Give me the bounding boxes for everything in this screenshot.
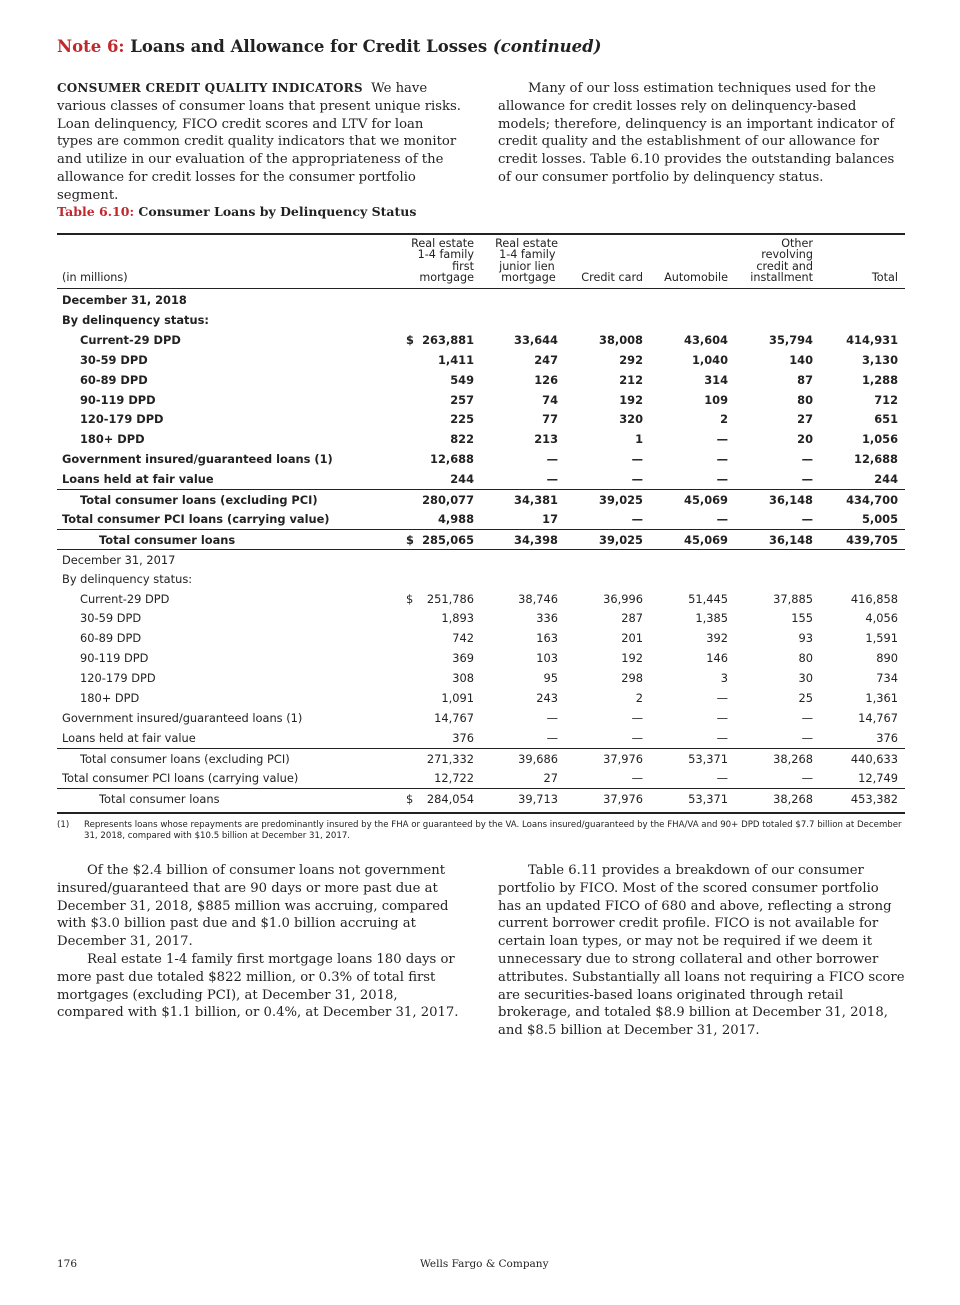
column-header-credit-card: Credit card (581, 271, 643, 284)
table-row (57, 330, 905, 350)
table-caption-title: Consumer Loans by Delinquency Status (138, 204, 417, 219)
cell-value: 33,644 (514, 332, 558, 347)
cell-value: — (631, 770, 643, 785)
cell-value: 1,091 (441, 691, 474, 705)
cell-value: — (546, 710, 558, 725)
header-rule (57, 288, 905, 289)
row-label: By delinquency status: (62, 571, 193, 586)
cell-value: 308 (452, 671, 474, 686)
cell-value: 257 (450, 392, 474, 407)
cell-value: 37,976 (603, 751, 643, 766)
table-row (57, 728, 905, 748)
cell-value: — (716, 691, 728, 705)
cell-value: 453,382 (850, 791, 898, 806)
cell-value: 822 (450, 432, 474, 447)
body-left-paragraph-1: Of the $2.4 billion of consumer loans not government insured/guaranteed that are 90 days or more past due at December 31, 2018, $885 million was accruing, compared with $3.0 billion past due and $1.0 billion accruing at December 31, 2017. (57, 863, 449, 950)
cell-value: 34,381 (514, 493, 558, 507)
cell-value: 336 (536, 611, 558, 626)
cell-value: 1,893 (441, 611, 474, 626)
cell-value: 1,411 (437, 352, 474, 367)
cell-value: 25 (798, 691, 813, 705)
intro-left-column (57, 80, 462, 205)
cell-value: 146 (706, 651, 728, 666)
cell-value: 263,881 (422, 332, 474, 347)
table-row (57, 449, 905, 469)
cell-value: — (716, 472, 728, 487)
cell-value: 74 (542, 392, 558, 407)
cell-value: 284,054 (426, 791, 474, 806)
cell-value: 39,025 (599, 532, 643, 547)
table-row (57, 708, 905, 728)
intro-right-column (498, 80, 905, 187)
cell-value: 742 (452, 631, 474, 646)
column-header-other-revolving: Other revolving credit and installment (750, 237, 813, 285)
cell-value: 12,688 (854, 452, 898, 467)
cell-value: 712 (874, 392, 898, 407)
cell-value: 1 (635, 432, 643, 447)
cell-value: 12,722 (434, 770, 474, 785)
table-row (57, 688, 905, 708)
table-row (57, 409, 905, 429)
cell-value: 1,385 (695, 611, 728, 626)
cell-value: 434,700 (846, 493, 898, 507)
cell-value: 39,713 (518, 791, 558, 806)
units-label: (in millions) (62, 271, 128, 284)
cell-value: 163 (536, 631, 558, 646)
cell-value: 51,445 (688, 591, 728, 606)
cell-value: 439,705 (846, 532, 898, 547)
cell-value: — (631, 710, 643, 725)
table-row (57, 549, 905, 570)
cell-value: 53,371 (688, 791, 728, 806)
cell-value: 36,996 (603, 591, 643, 606)
row-label: Total consumer loans (excluding PCI) (80, 751, 290, 766)
cell-value: 30 (798, 671, 813, 686)
cell-value: 320 (619, 412, 643, 427)
cell-value: 213 (534, 432, 558, 447)
cell-value: 271,332 (426, 751, 474, 766)
cell-value: 77 (542, 412, 558, 427)
intro-left-paragraph (57, 80, 462, 205)
cell-value: 376 (452, 730, 474, 745)
cell-value: 225 (450, 412, 474, 427)
cell-value: 14,767 (858, 710, 898, 725)
table-row (57, 569, 905, 589)
body-right-column (498, 862, 905, 1040)
table-row (57, 608, 905, 628)
cell-value: 155 (791, 611, 813, 626)
cell-value: — (801, 770, 813, 785)
cell-value: 5,005 (861, 511, 898, 526)
cell-value: 27 (543, 770, 558, 785)
intro-right-text: Many of our loss estimation techniques used for the allowance for credit losses rely on delinquency-based models; therefore, delinquency is an important indicator of credit quality and the establishment of our allowance for credit losses. Table 6.10 provides the outstanding balances of our consumer portfolio by delinquency status. (498, 81, 895, 185)
cell-value: 80 (797, 392, 813, 407)
cell-value: 1,056 (861, 432, 898, 447)
cell-value: 292 (619, 352, 643, 367)
note-title-suffix: (continued) (492, 37, 602, 56)
cell-value: 95 (543, 671, 558, 686)
footnote-text: Represents loans whose repayments are predominantly insured by the FHA or guaranteed by the VA. Loans insured/guaranteed by the FHA/VA and 90+ DPD totaled $7.7 billion at December 31, 2018, compared with $10.5 billion at December 31, 2017. (84, 820, 902, 841)
body-right-paragraph-1: Table 6.11 provides a breakdown of our consumer portfolio by FICO. Most of the scored consumer portfolio has an updated FICO of 680 and above, reflecting a strong current borrower credit profile. FICO is not available for certain loan types, or may not be required if we deem it unnecessary due to strong collateral and other borrower attributes. Substantially all loans not requiring a FICO score are securities-based loans originated through retail brokerage, and totaled $8.9 billion at December 31, 2018, and $8.5 billion at December 31, 2017. (498, 863, 905, 1039)
table-row (57, 628, 905, 648)
row-label: Current-29 DPD (80, 591, 170, 606)
table-row (57, 290, 905, 310)
table-row (57, 509, 905, 529)
cell-value: 244 (874, 472, 898, 487)
table-row (57, 429, 905, 449)
cell-value: — (546, 472, 558, 487)
cell-value: 440,633 (850, 751, 898, 766)
cell-value: 140 (789, 352, 813, 367)
cell-value: 38,268 (773, 791, 813, 806)
cell-value: 37,976 (603, 791, 643, 806)
cell-value: 369 (452, 651, 474, 666)
cell-value: — (801, 472, 813, 487)
cell-value: 314 (704, 372, 728, 387)
cell-value: 201 (621, 631, 643, 646)
row-label: Total consumer PCI loans (carrying value) (62, 511, 330, 526)
cell-value: 93 (798, 631, 813, 646)
cell-value: — (716, 730, 728, 745)
row-label: Government insured/guaranteed loans (1) (62, 710, 303, 725)
table-row (57, 748, 905, 769)
cell-value: 1,591 (865, 631, 898, 646)
dollar-sign: $ (406, 791, 414, 806)
row-label: December 31, 2018 (62, 293, 187, 307)
row-label: 120-179 DPD (80, 671, 156, 686)
row-label: 60-89 DPD (80, 631, 142, 646)
row-label: 90-119 DPD (80, 651, 149, 666)
row-label: By delinquency status: (62, 312, 209, 327)
cell-value: 4,988 (437, 511, 474, 526)
cell-value: 27 (797, 412, 813, 427)
cell-value: 38,746 (518, 591, 558, 606)
cell-value: 2 (720, 412, 728, 427)
row-label: 180+ DPD (80, 691, 140, 705)
cell-value: 651 (874, 412, 898, 427)
cell-value: 192 (619, 392, 643, 407)
cell-value: 287 (621, 611, 643, 626)
footnote-number: (1) (57, 820, 70, 830)
table-caption-label: Table 6.10: (57, 204, 135, 219)
table-row (57, 529, 905, 550)
footer-company: Wells Fargo & Company (420, 1258, 549, 1270)
row-label: Current-29 DPD (80, 332, 181, 347)
row-label: Government insured/guaranteed loans (1) (62, 452, 333, 467)
table-row (57, 390, 905, 410)
table-row (57, 469, 905, 489)
row-label: 90-119 DPD (80, 392, 156, 407)
cell-value: 4,056 (865, 611, 898, 626)
cell-value: — (716, 770, 728, 785)
cell-value: 34,398 (514, 532, 558, 547)
cell-value: 17 (542, 511, 558, 526)
cell-value: 37,885 (773, 591, 813, 606)
table-row (57, 648, 905, 668)
row-label: 30-59 DPD (80, 352, 148, 367)
row-label: Total consumer PCI loans (carrying value) (62, 770, 299, 785)
table-row (57, 768, 905, 788)
body-left-paragraph-2: Real estate 1-4 family first mortgage loans 180 days or more past due totaled $822 million, or 0.3% of total first mortgages (excluding PCI), at December 31, 2018, compared with $1.1 billion, or 0.4%, at December 31, 2017. (57, 951, 459, 1021)
table-row (57, 589, 905, 609)
cell-value: 890 (876, 651, 898, 666)
cell-value: 45,069 (684, 493, 728, 507)
cell-value: 251,786 (426, 591, 474, 606)
cell-value: 43,604 (684, 332, 728, 347)
row-label: Total consumer loans (99, 532, 236, 547)
cell-value: 36,148 (769, 493, 813, 507)
cell-value: 192 (621, 651, 643, 666)
table-row (57, 788, 905, 809)
cell-value: 12,749 (858, 770, 898, 785)
cell-value: 1,288 (861, 372, 898, 387)
body-left-column (57, 862, 462, 1022)
cell-value: 549 (450, 372, 474, 387)
cell-value: — (546, 730, 558, 745)
cell-value: 1,361 (865, 691, 898, 705)
cell-value: — (716, 710, 728, 725)
row-label: 30-59 DPD (80, 611, 142, 626)
note-label: Note 6: (57, 37, 125, 56)
cell-value: — (716, 511, 728, 526)
row-label: Total consumer loans (99, 791, 220, 806)
table-row (57, 370, 905, 390)
cell-value: 247 (534, 352, 558, 367)
cell-value: — (631, 511, 643, 526)
cell-value: 80 (798, 651, 813, 666)
column-header-total: Total (871, 271, 898, 284)
cell-value: 53,371 (688, 751, 728, 766)
cell-value: 45,069 (684, 532, 728, 547)
column-header-first-mortgage: Real estate 1-4 family first mortgage (411, 237, 474, 285)
cell-value: 734 (876, 671, 898, 686)
cell-value: 38,008 (599, 332, 643, 347)
cell-value: 12,688 (430, 452, 474, 467)
row-label: 120-179 DPD (80, 412, 164, 427)
table-row (57, 668, 905, 688)
cell-value: — (716, 452, 728, 467)
cell-value: — (546, 452, 558, 467)
cell-value: 298 (621, 671, 643, 686)
cell-value: — (631, 452, 643, 467)
cell-value: 20 (797, 432, 813, 447)
cell-value: 244 (450, 472, 474, 487)
cell-value: — (801, 511, 813, 526)
cell-value: — (801, 452, 813, 467)
dollar-sign: $ (406, 532, 414, 547)
cell-value: 280,077 (422, 493, 474, 507)
column-header-junior-lien: Real estate 1-4 family junior lien mortgage (495, 237, 558, 285)
cell-value: 285,065 (422, 532, 474, 547)
cell-value: 416,858 (850, 591, 898, 606)
row-label: 60-89 DPD (80, 372, 148, 387)
cell-value: 3 (720, 671, 728, 686)
cell-value: 35,794 (769, 332, 813, 347)
cell-value: 38,268 (773, 751, 813, 766)
table-row (57, 310, 905, 330)
cell-value: — (631, 730, 643, 745)
cell-value: 87 (797, 372, 813, 387)
page-number: 176 (57, 1258, 78, 1270)
note-title-text: Loans and Allowance for Credit Losses (130, 37, 488, 56)
cell-value: 39,025 (599, 493, 643, 507)
cell-value: 14,767 (434, 710, 474, 725)
table-bottom-rule (57, 812, 905, 814)
cell-value: — (716, 432, 728, 447)
dollar-sign: $ (406, 332, 414, 347)
cell-value: 414,931 (846, 332, 898, 347)
cell-value: 3,130 (861, 352, 898, 367)
cell-value: — (801, 730, 813, 745)
row-label: Loans held at fair value (62, 472, 214, 487)
column-header-automobile: Automobile (664, 271, 728, 284)
dollar-sign: $ (406, 591, 414, 606)
table-row (57, 350, 905, 370)
intro-left-text: We have various classes of consumer loans that present unique risks. Loan delinquency, FICO credit scores and LTV for loan types are common credit quality indicators that we monitor and utilize in our evaluation of the appropriateness of the allowance for credit losses for the consumer portfolio segment. (57, 81, 461, 203)
cell-value: — (801, 710, 813, 725)
row-label: Loans held at fair value (62, 730, 196, 745)
cell-value: 109 (704, 392, 728, 407)
table-top-rule (57, 233, 905, 235)
cell-value: 2 (635, 691, 643, 705)
table-row (57, 489, 905, 510)
cell-value: 36,148 (769, 532, 813, 547)
note-title (57, 37, 601, 56)
table-caption (57, 204, 416, 219)
cell-value: — (631, 472, 643, 487)
cell-value: 392 (706, 631, 728, 646)
row-label: December 31, 2017 (62, 552, 176, 567)
cell-value: 39,686 (518, 751, 558, 766)
cell-value: 103 (536, 651, 558, 666)
row-label: 180+ DPD (80, 432, 145, 447)
cell-value: 376 (876, 730, 898, 745)
cell-value: 243 (536, 691, 558, 705)
intro-heading: CONSUMER CREDIT QUALITY INDICATORS (57, 81, 363, 95)
cell-value: 212 (619, 372, 643, 387)
row-label: Total consumer loans (excluding PCI) (80, 493, 318, 507)
cell-value: 1,040 (691, 352, 728, 367)
cell-value: 126 (534, 372, 558, 387)
